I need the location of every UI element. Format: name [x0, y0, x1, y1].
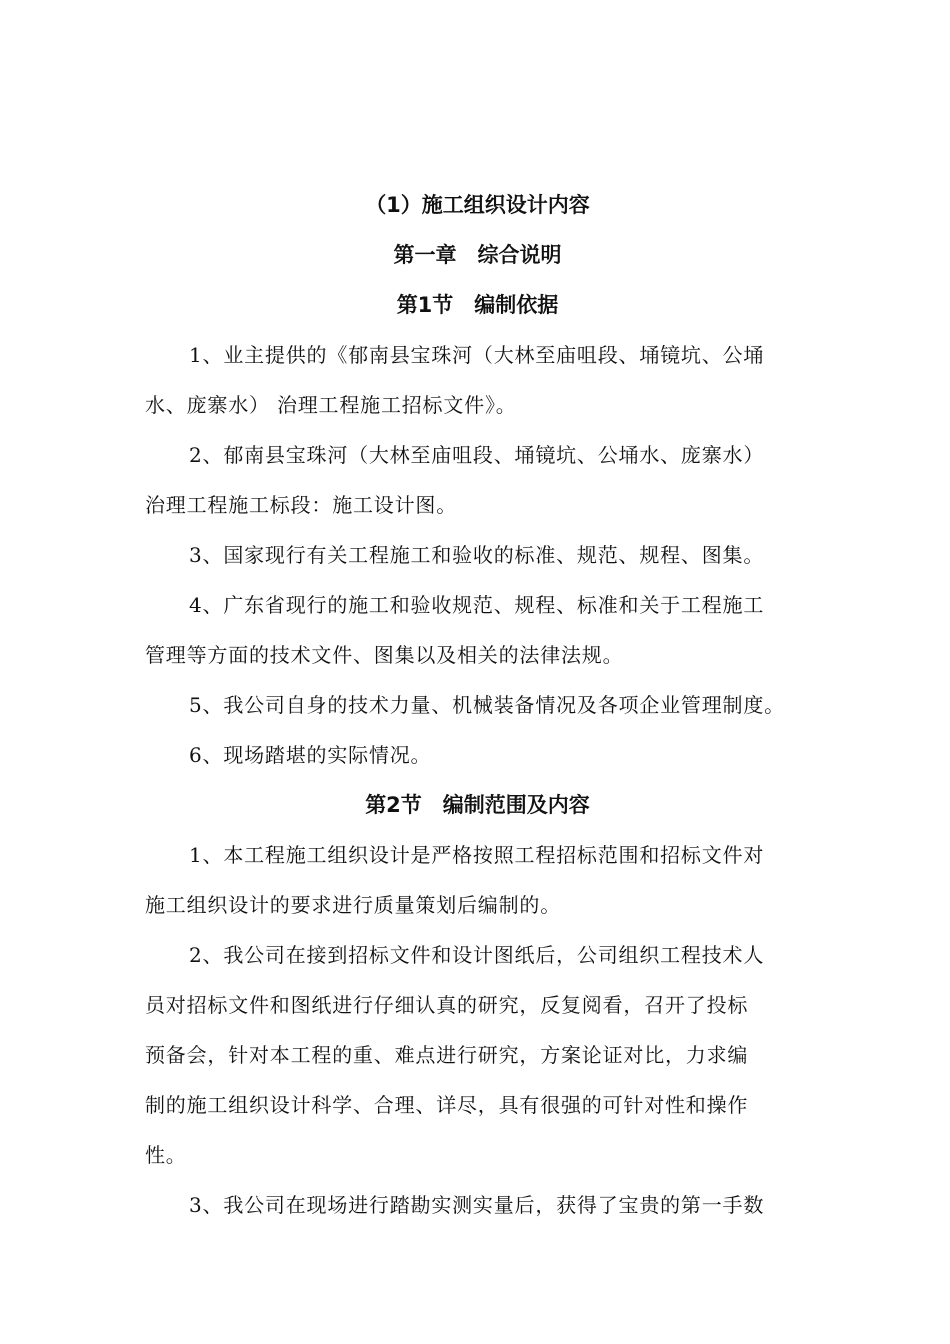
document-content	[145, 188, 810, 1238]
section-2-item-2-line-2: 员对招标文件和图纸进行仔细认真的研究，反复阅看，召开了投标	[145, 993, 749, 1017]
section-1-item-1-line-2: 水、庞寨水） 治理工程施工招标文件》。	[145, 393, 517, 417]
section-1-item-5	[145, 688, 810, 722]
section-1-item-6	[145, 738, 810, 772]
section-1-item-2-line-2: 治理工程施工标段：施工设计图。	[145, 493, 457, 517]
section-2-item-1-line-2: 施工组织设计的要求进行质量策划后编制的。	[145, 893, 561, 917]
document-title: （1）施工组织设计内容	[365, 193, 590, 217]
section-2-item-1-line-1: 1、本工程施工组织设计是严格按照工程招标范围和招标文件对	[189, 843, 765, 867]
section-2-item-2-line-5: 性。	[145, 1143, 187, 1167]
section-1-item-5-line-1: 5、我公司自身的技术力量、机械装备情况及各项企业管理制度。	[189, 693, 785, 717]
section-1-item-2-line-1: 2、郁南县宝珠河（大林至庙咀段、埇镜坑、公埇水、庞寨水）	[189, 443, 765, 467]
section-2-item-1	[145, 838, 810, 922]
section-1-item-6-line-1: 6、现场踏堪的实际情况。	[189, 743, 432, 767]
section-2-item-3	[145, 1188, 810, 1222]
section-1-item-2	[145, 438, 810, 522]
section-1-item-4	[145, 588, 810, 672]
section-2-item-2-line-3: 预备会，针对本工程的重、难点进行研究，方案论证对比，力求编	[145, 1043, 749, 1067]
section-2-item-2-line-4: 制的施工组织设计科学、合理、详尽，具有很强的可针对性和操作	[145, 1093, 749, 1117]
section-1-item-3	[145, 538, 810, 572]
section-2-heading: 第2节 编制范围及内容	[365, 793, 590, 817]
section-1-item-4-line-2: 管理等方面的技术文件、图集以及相关的法律法规。	[145, 643, 624, 667]
section-1-heading: 第1节 编制依据	[396, 293, 559, 317]
section-1-item-3-line-1: 3、国家现行有关工程施工和验收的标准、规范、规程、图集。	[189, 543, 765, 567]
section-2-item-3-line-1: 3、我公司在现场进行踏勘实测实量后，获得了宝贵的第一手数	[189, 1193, 765, 1217]
section-2-item-2-line-1: 2、我公司在接到招标文件和设计图纸后，公司组织工程技术人	[189, 943, 765, 967]
section-1-item-1-line-1: 1、业主提供的《郁南县宝珠河（大林至庙咀段、埇镜坑、公埇	[189, 343, 765, 367]
section-1-item-1	[145, 338, 810, 422]
section-2-item-2	[145, 938, 810, 1172]
chapter-heading: 第一章 综合说明	[393, 243, 562, 267]
section-1-item-4-line-1: 4、广东省现行的施工和验收规范、规程、标准和关于工程施工	[189, 593, 765, 617]
